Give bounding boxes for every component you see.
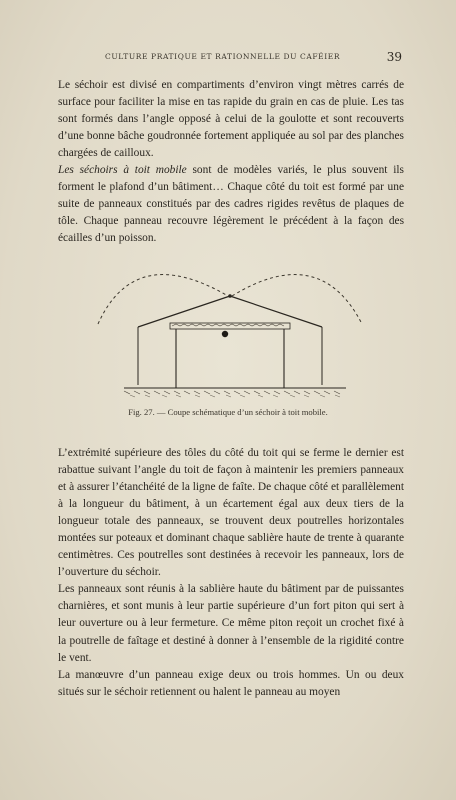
paragraph [58,667,404,701]
ridge-hook [228,294,232,298]
paragraph-text: La manœuvre d’un panneau exige deux ou trois hommes. Un ou deux situés sur le séchoir retiennent ou halent le panneau au moyen [58,668,404,698]
figure-caption: Fig. 27. — Coupe schématique d’un séchoir à toit mobile. [128,407,328,417]
left-roof-panel [138,296,230,327]
running-title: CULTURE PRATIQUE ET RATIONNELLE DU CAFÉIER [105,52,341,61]
text-block-top [58,77,404,247]
left-panel-swing-arc [98,275,228,324]
paragraph [58,581,404,666]
paragraph [58,162,404,247]
paragraph-text: L’extrémité supérieure des tôles du côté du toit qui se ferme le dernier est rabattue suivant l’angle du toit de façon à maintenir les premiers panneaux et à assurer l’étanchéité de la ligne de faîte. De chaque côté et parallèlement à la longueur du bâtiment, à un écartement égal aux deux tiers de la longueur totale des panneaux, se trouvent deux poutrelles horizontales montées sur poteaux et dominant chaque sablière haute de trente à quarante centimètres. Ces poutrelles sont destinées à recevoir les panneaux, lors de l’ouverture du séchoir. [58,447,404,579]
page-number: 39 [386,50,402,64]
text-block-bottom [58,445,404,701]
ground-hatching-lower [130,395,340,397]
page-header [0,50,456,70]
right-panel-swing-arc [232,275,362,324]
paragraph [58,445,404,581]
paragraph-text: sont de modèles variés, le plus souvent ils forment le plafond d’un bâtiment… Chaque côté du toit est formé par une suite de panneaux constitués par des cadres rigides revêtus de plaques de tôle. Chaque panneau recouvre légèrement le précédent à la façon des écailles d’un poisson. [58,164,404,245]
paragraph [58,77,404,162]
right-roof-panel [230,296,322,327]
floor-support-knob [222,331,228,337]
paragraph-text: Le séchoir est divisé en compartiments d’environ vingt mètres carrés de surface pour faciliter la mise en tas rapide du grain en cas de pluie. Les tas sont formés dans l’angle opposé à celui de la goulotte et sont recouverts d’une bonne bâche goudronnée fortement appliquée au sol par des planches chargées de cailloux. [58,79,404,160]
figure-drying-shed [90,252,380,402]
coffee-layer-hatching [172,324,284,326]
paragraph-italic-lead: Les séchoirs à toit mobile [58,164,187,177]
paragraph-text: Les panneaux sont réunis à la sablière haute du bâtiment par de puissantes charnières, et sont munis à leur partie supérieure d’un fort piton qui sert à leur ouverture ou à leur fermeture. Ce même piton reçoit un crochet fixé à la poutrelle de faîtage et destiné à donner à l’ensemble de la rigidité contre le vent. [58,583,404,664]
ground-hatching [124,391,340,394]
schematic-diagram [90,252,380,402]
